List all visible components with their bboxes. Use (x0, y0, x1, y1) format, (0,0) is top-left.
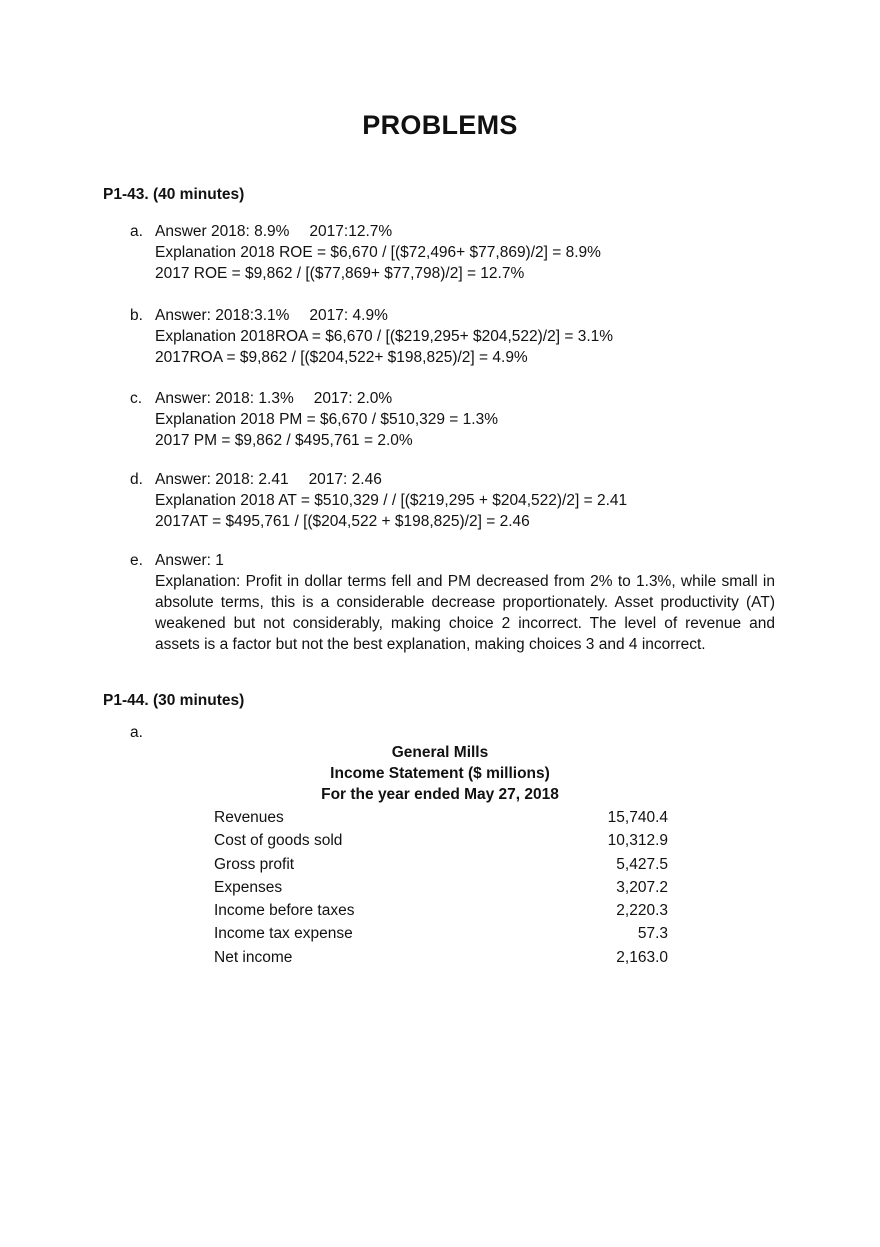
page-title: PROBLEMS (362, 110, 518, 140)
problem-item-e (130, 550, 775, 655)
statement-period: For the year ended May 27, 2018 (321, 786, 559, 803)
answer-text: Answer: 2018: 2.41 (155, 471, 289, 488)
item-marker: d. (130, 471, 143, 488)
row-value: 3,207.2 (616, 878, 668, 896)
statement-company: General Mills (391, 744, 489, 761)
explanation-line: Explanation 2018 ROE = $6,670 / [($72,496+ $77,869)/2] = 8.9% (155, 244, 601, 261)
row-value: 2,163.0 (616, 948, 668, 966)
table-row (214, 922, 668, 945)
explanation-line: 2017ROA = $9,862 / [($204,522+ $198,825)/2] = 4.9% (155, 349, 528, 366)
answer-text: Answer: 2018:3.1% (155, 307, 290, 324)
row-value: 5,427.5 (616, 855, 668, 873)
explanation-line: 2017AT = $495,761 / [($204,522 + $198,825)/2] = 2.46 (155, 513, 530, 530)
answer-text: Answer: 1 (155, 552, 224, 569)
answer-text: 2017: 4.9% (309, 307, 388, 324)
problem-item-b (130, 305, 775, 368)
explanation-line: Explanation 2018 AT = $510,329 / / [($219,295 + $204,522)/2] = 2.41 (155, 492, 628, 509)
income-statement-table (214, 806, 668, 969)
row-label: Expenses (214, 878, 283, 896)
answer-text: Answer 2018: 8.9% (155, 223, 290, 240)
answer-text: 2017: 2.0% (313, 390, 393, 407)
explanation-line: Explanation 2018 PM = $6,670 / $510,329 = 1.3% (155, 411, 498, 428)
explanation-paragraph: Explanation: Profit in dollar terms fell and PM decreased from 2% to 1.3%, while small in absolute terms, this is a considerable decrease proportionately. Asset productivity (AT) weakened but not considerably, making choice 2 incorrect. The level of revenue and assets is a factor but not the best explanation, making choices 3 and 4 incorrect. (155, 573, 775, 653)
table-row (214, 806, 668, 829)
answer-text: Answer: 2018: 1.3% (155, 390, 294, 407)
row-label: Cost of goods sold (214, 832, 343, 850)
statement-title: Income Statement ($ millions) (330, 765, 550, 782)
item-marker: b. (130, 307, 143, 324)
item-marker: a. (130, 223, 143, 240)
row-value: 2,220.3 (616, 902, 668, 920)
problem-heading-p1-43: P1-43. (40 minutes) (103, 186, 245, 203)
row-value: 57.3 (637, 925, 668, 943)
table-row (214, 829, 668, 852)
item-marker: a. (130, 724, 143, 741)
row-label: Income before taxes (214, 902, 355, 920)
table-row (214, 853, 668, 876)
problem-item-d (130, 469, 775, 532)
row-label: Net income (214, 948, 293, 966)
item-marker: c. (130, 390, 143, 407)
row-label: Gross profit (214, 855, 295, 873)
table-row (214, 876, 668, 899)
explanation-line: Explanation 2018ROA = $6,670 / [($219,295+ $204,522)/2] = 3.1% (155, 328, 614, 345)
explanation-line: 2017 PM = $9,862 / $495,761 = 2.0% (155, 432, 413, 449)
row-label: Income tax expense (214, 925, 353, 943)
answer-text: 2017:12.7% (309, 223, 393, 240)
problem-heading-p1-44: P1-44. (30 minutes) (103, 692, 245, 709)
row-value: 10,312.9 (607, 832, 668, 850)
problem-item-c (130, 388, 775, 451)
answer-text: 2017: 2.46 (308, 471, 382, 488)
table-row (214, 899, 668, 922)
item-marker: e. (130, 552, 143, 569)
table-row (214, 946, 668, 969)
row-value: 15,740.4 (607, 809, 668, 826)
row-label: Revenues (214, 809, 284, 826)
explanation-line: 2017 ROE = $9,862 / [($77,869+ $77,798)/2] = 12.7% (155, 265, 525, 282)
problem-item-a (130, 221, 775, 284)
